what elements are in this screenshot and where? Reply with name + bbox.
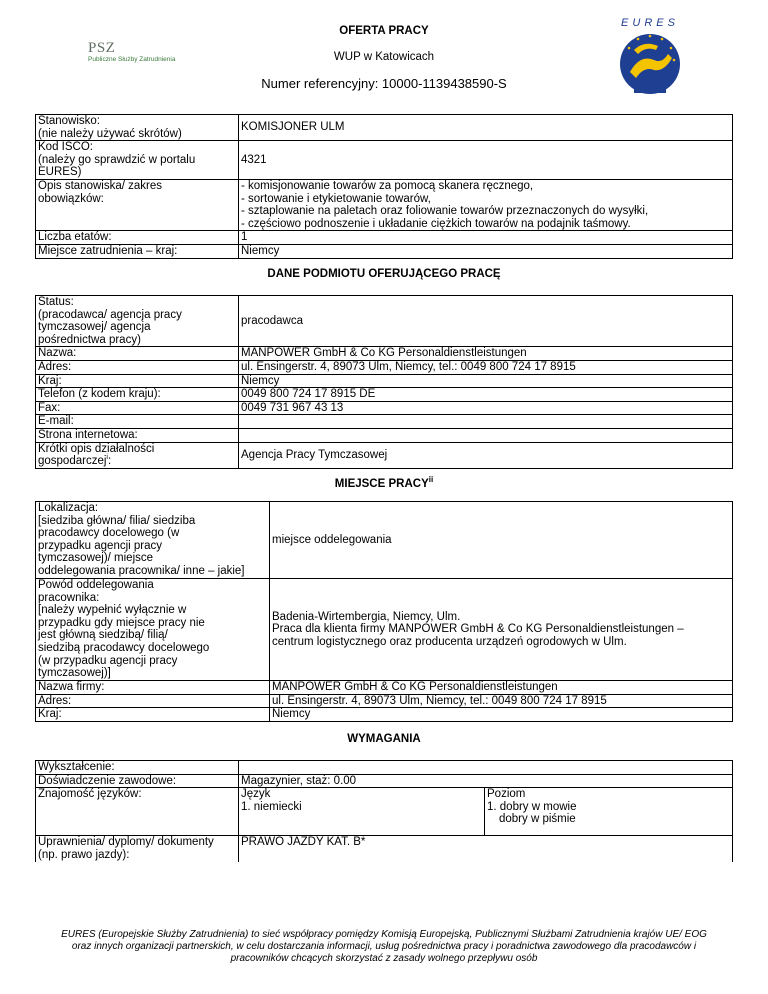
location-value: miejsce oddelegowania xyxy=(270,502,733,579)
table-row xyxy=(36,244,733,258)
table-row xyxy=(36,442,733,468)
position-value: KOMISJONER ULM xyxy=(239,115,733,141)
employer-heading: DANE PODMIOTU OFERUJĄCEGO PRACĘ xyxy=(267,268,501,280)
employer-address-value: ul. Ensingerstr. 4, 89073 Ulm, Niemcy, tel.: 0049 800 724 17 8915 xyxy=(239,360,733,374)
requirements-heading: WYMAGANIA xyxy=(347,733,421,745)
employer-address-label: Adres: xyxy=(36,360,239,374)
level-cell: Poziom 1. dobry w mowie dobry w piśmie xyxy=(485,788,733,836)
location-label: Lokalizacja: [siedziba główna/ filia/ siedziba pracodawcy docelowego (w przypadku agencji pracy tymczasowej)/ miejsce oddelegowania pracownika/ inne – jakie] xyxy=(36,502,270,579)
table-row xyxy=(36,415,733,429)
website-value xyxy=(239,428,733,442)
delegation-reason-label: Powód oddelegowania pracownika: [należy wypełnić wyłącznie w przypadku gdy miejsce pracy nie jest główną siedzibą/ filią/ siedzibą pracodawcy docelowego (w przypadku agencji pracy tymczasowej)] xyxy=(36,579,270,681)
experience-value: Magazynier, staż: 0.00 xyxy=(239,774,733,788)
table-row xyxy=(36,788,733,836)
eures-logo-text: EURES xyxy=(621,17,679,29)
country-label: Miejsce zatrudnienia – kraj: xyxy=(36,244,239,258)
experience-label: Doświadczenie zawodowe: xyxy=(36,774,239,788)
delegation-reason-value: Badenia-Wirtembergia, Niemcy, Ulm. Praca dla klienta firmy MANPOWER GmbH & Co KG Personaldienstleistungen – centrum logistycznego oraz producenta urządzeń ogrodowych w Ulm. xyxy=(270,579,733,681)
languages-label: Znajomość języków: xyxy=(36,788,239,836)
employer-country-label: Kraj: xyxy=(36,374,239,388)
company-name-label: Nazwa firmy: xyxy=(36,681,270,695)
psz-logo xyxy=(88,41,198,71)
isco-label: Kod ISCO: (należy go sprawdzić w portalu EURES) xyxy=(36,141,239,180)
table-row xyxy=(36,681,733,695)
table-row xyxy=(36,179,733,230)
document-title: OFERTA PRACY xyxy=(339,25,429,37)
table-row xyxy=(36,761,733,775)
table-row xyxy=(36,388,733,402)
table-row xyxy=(36,579,733,681)
table-row xyxy=(36,774,733,788)
company-name-value: MANPOWER GmbH & Co KG Personaldienstleistungen xyxy=(270,681,733,695)
business-description-value: Agencja Pracy Tymczasowej xyxy=(239,442,733,468)
table-row xyxy=(36,360,733,374)
table-row xyxy=(36,347,733,361)
table-row xyxy=(36,296,733,347)
education-value xyxy=(239,761,733,775)
duties-value: - komisjonowanie towarów za pomocą skanera ręcznego, - sortowanie i etykietowanie towarów, - sztaplowanie na paletach oraz foliowanie towarów przeznaczonych do wysyłki, - częściowo podnoszenie i układanie ciężkich towarów na podajnik taśmowy. xyxy=(239,179,733,230)
table-row xyxy=(36,708,733,722)
employer-country-value: Niemcy xyxy=(239,374,733,388)
employer-name-label: Nazwa: xyxy=(36,347,239,361)
workplace-address-label: Adres: xyxy=(36,694,270,708)
footer-note: EURES (Europejskie Służby Zatrudnienia) to sieć współpracy pomiędzy Komisją Europejską, Publicznymi Służbami Zatrudnienia krajów UE/ EOG oraz innych organizacji partnerskich, w celu dostarczania informacji, usług pośrednictwa pracy i poradnictwa zawodowego dla pracodawców i pracowników chcących skorzystać z zasady wolnego przepływu osób xyxy=(61,929,707,964)
permits-value: PRAWO JAZDY KAT. B* xyxy=(239,836,733,862)
isco-value: 4321 xyxy=(239,141,733,180)
table-row xyxy=(36,141,733,180)
psz-logo-subtitle: Publiczne Służby Zatrudnienia xyxy=(88,56,176,63)
email-value xyxy=(239,415,733,429)
positions-count-label: Liczba etatów: xyxy=(36,231,239,245)
requirements-table xyxy=(35,760,733,862)
psz-logo-text: PSZ xyxy=(88,40,116,56)
office-name: WUP w Katowicach xyxy=(333,51,435,63)
position-label: Stanowisko: (nie należy używać skrótów) xyxy=(36,115,239,141)
employer-name-value: MANPOWER GmbH & Co KG Personaldienstleistungen xyxy=(239,347,733,361)
positions-count-value: 1 xyxy=(239,231,733,245)
reference-number: Numer referencyjny: 10000-1139438590-S xyxy=(261,76,507,91)
workplace-table xyxy=(35,501,733,722)
employer-table xyxy=(35,295,733,469)
workplace-country-value: Niemcy xyxy=(270,708,733,722)
table-row xyxy=(36,428,733,442)
table-row xyxy=(36,401,733,415)
table-row xyxy=(36,374,733,388)
eures-logo-icon xyxy=(610,14,690,98)
language-cell: Język 1. niemiecki xyxy=(239,788,485,836)
job-table xyxy=(35,114,733,259)
permits-label: Uprawnienia/ dyplomy/ dokumenty (np. prawo jazdy): xyxy=(36,836,239,862)
phone-value: 0049 800 724 17 8915 DE xyxy=(239,388,733,402)
fax-label: Fax: xyxy=(36,401,239,415)
phone-label: Telefon (z kodem kraju): xyxy=(36,388,239,402)
education-label: Wykształcenie: xyxy=(36,761,239,775)
duties-label: Opis stanowiska/ zakres obowiązków: xyxy=(36,179,239,230)
workplace-address-value: ul. Ensingerstr. 4, 89073 Ulm, Niemcy, tel.: 0049 800 724 17 8915 xyxy=(270,694,733,708)
business-description-label: Krótki opis działalności gospodarczej$^i$: xyxy=(36,442,239,468)
status-label: Status: (pracodawca/ agencja pracy tymczasowej/ agencja pośrednictwa pracy) xyxy=(36,296,239,347)
status-value: pracodawca xyxy=(239,296,733,347)
table-row xyxy=(36,115,733,141)
fax-value: 0049 731 967 43 13 xyxy=(239,401,733,415)
table-row xyxy=(36,502,733,579)
table-row xyxy=(36,231,733,245)
website-label: Strona internetowa: xyxy=(36,428,239,442)
table-row xyxy=(36,694,733,708)
workplace-country-label: Kraj: xyxy=(36,708,270,722)
country-value: Niemcy xyxy=(239,244,733,258)
table-row xyxy=(36,836,733,862)
workplace-heading: MIEJSCE PRACY$^{ii}$ xyxy=(334,475,434,490)
email-label: E-mail: xyxy=(36,415,239,429)
